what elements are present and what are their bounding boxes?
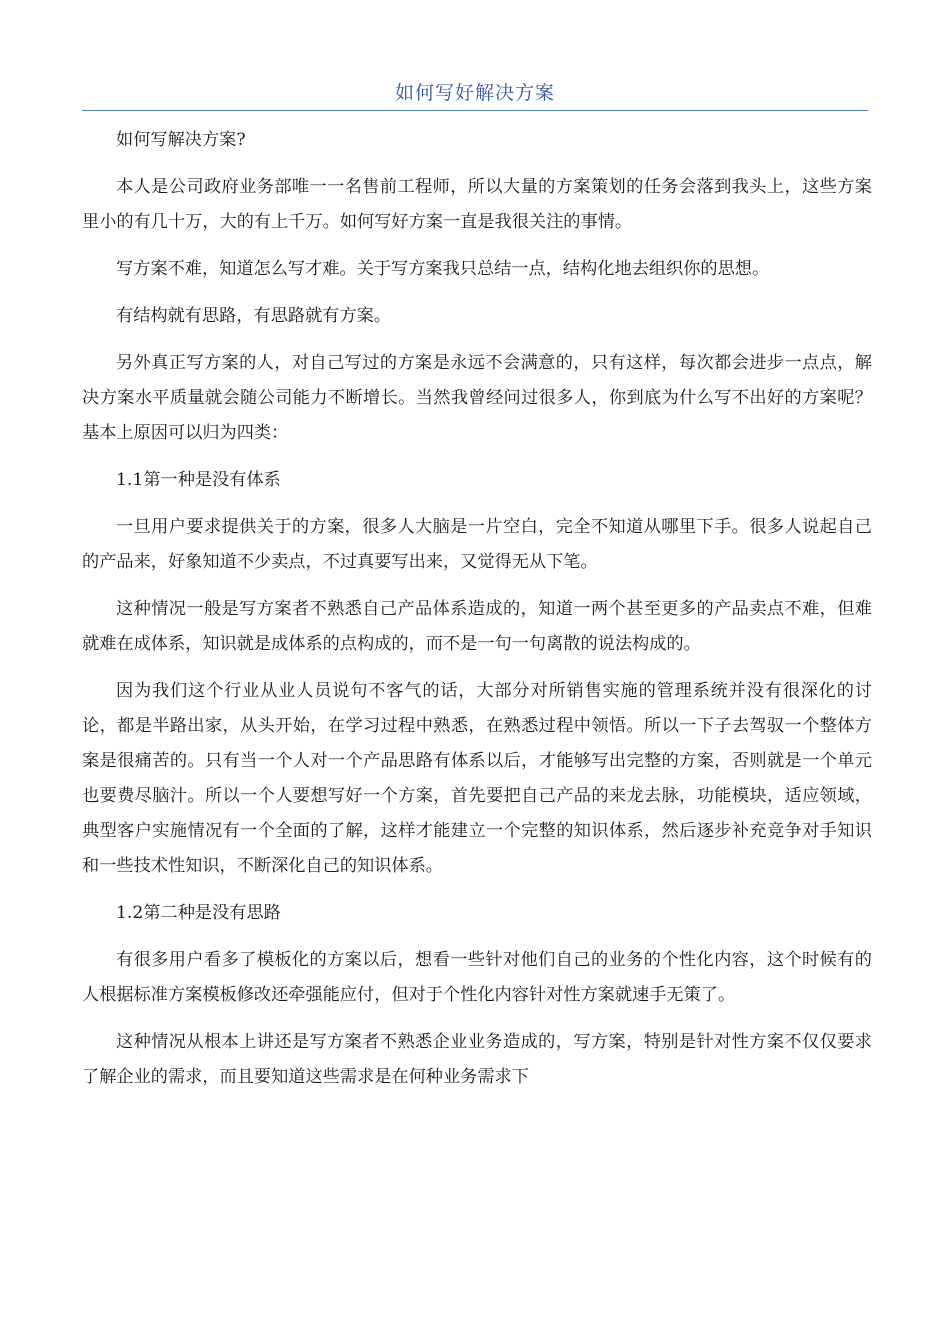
paragraph-four-reasons: 另外真正写方案的人，对自己写过的方案是永远不会满意的，只有这样，每次都会进步一点点，解决方案水平质量就会随公司能力不断增长。当然我曾经问过很多人，你到底为什么写不出好的方案呢？基本上原因可以归为四类： (82, 353, 872, 443)
section-heading-no-system: 1.1第一种是没有体系 (116, 470, 281, 490)
paragraph-intro-question: 如何写解决方案? (116, 130, 246, 150)
page-header (82, 78, 868, 111)
paragraph-structure-thinking: 有结构就有思路，有思路就有方案。 (116, 306, 392, 326)
paragraph-industry-knowledge: 因为我们这个行业从业人员说句不客气的话，大部分对所销售实施的管理系统并没有很深化的讨论，都是半路出家，从头开始，在学习过程中熟悉，在熟悉过程中领悟。所以一下子去驾驭一个整体方案是很痛苦的。只有当一个人对一个产品思路有体系以后，才能够写出完整的方案，否则就是一个单元也要费尽脑汁。所以一个人要想写好一个方案，首先要把自己产品的来龙去脉，功能模块，适应领域，典型客户实施情况有一个全面的了解，这样才能建立一个完整的知识体系，然后逐步补充竞争对手知识和一些技术性知识，不断深化自己的知识体系。 (82, 681, 872, 876)
header-title: 如何写好解决方案 (394, 82, 555, 104)
paragraph-author-background: 本人是公司政府业务部唯一一名售前工程师，所以大量的方案策划的任务会落到我头上，这些方案里小的有几十万，大的有上千万。如何写好方案一直是我很关注的事情。 (82, 177, 872, 232)
paragraph-writing-difficulty: 写方案不难，知道怎么写才难。关于写方案我只总结一点，结构化地去组织你的思想。 (116, 259, 770, 279)
document-body (82, 123, 872, 1107)
paragraph-product-system: 这种情况一般是写方案者不熟悉自己产品体系造成的，知道一两个甚至更多的产品卖点不难，但难就难在成体系，知识就是成体系的点构成的，而不是一句一句离散的说法构成的。 (82, 599, 872, 654)
paragraph-business-needs: 这种情况从根本上讲还是写方案者不熟悉企业业务造成的，写方案，特别是针对性方案不仅仅要求了解企业的需求，而且要知道这些需求是在何种业务需求下 (82, 1032, 872, 1087)
paragraph-template-proposals: 有很多用户看多了模板化的方案以后，想看一些针对他们自己的业务的个性化内容，这个时候有的人根据标准方案模板修改还牵强能应付，但对于个性化内容针对性方案就速手无策了。 (82, 950, 872, 1005)
paragraph-blank-mind: 一旦用户要求提供关于的方案，很多人大脑是一片空白，完全不知道从哪里下手。很多人说起自己的产品来，好象知道不少卖点，不过真要写出来，又觉得无从下笔。 (82, 517, 872, 572)
section-heading-no-ideas: 1.2第二种是没有思路 (116, 903, 281, 923)
